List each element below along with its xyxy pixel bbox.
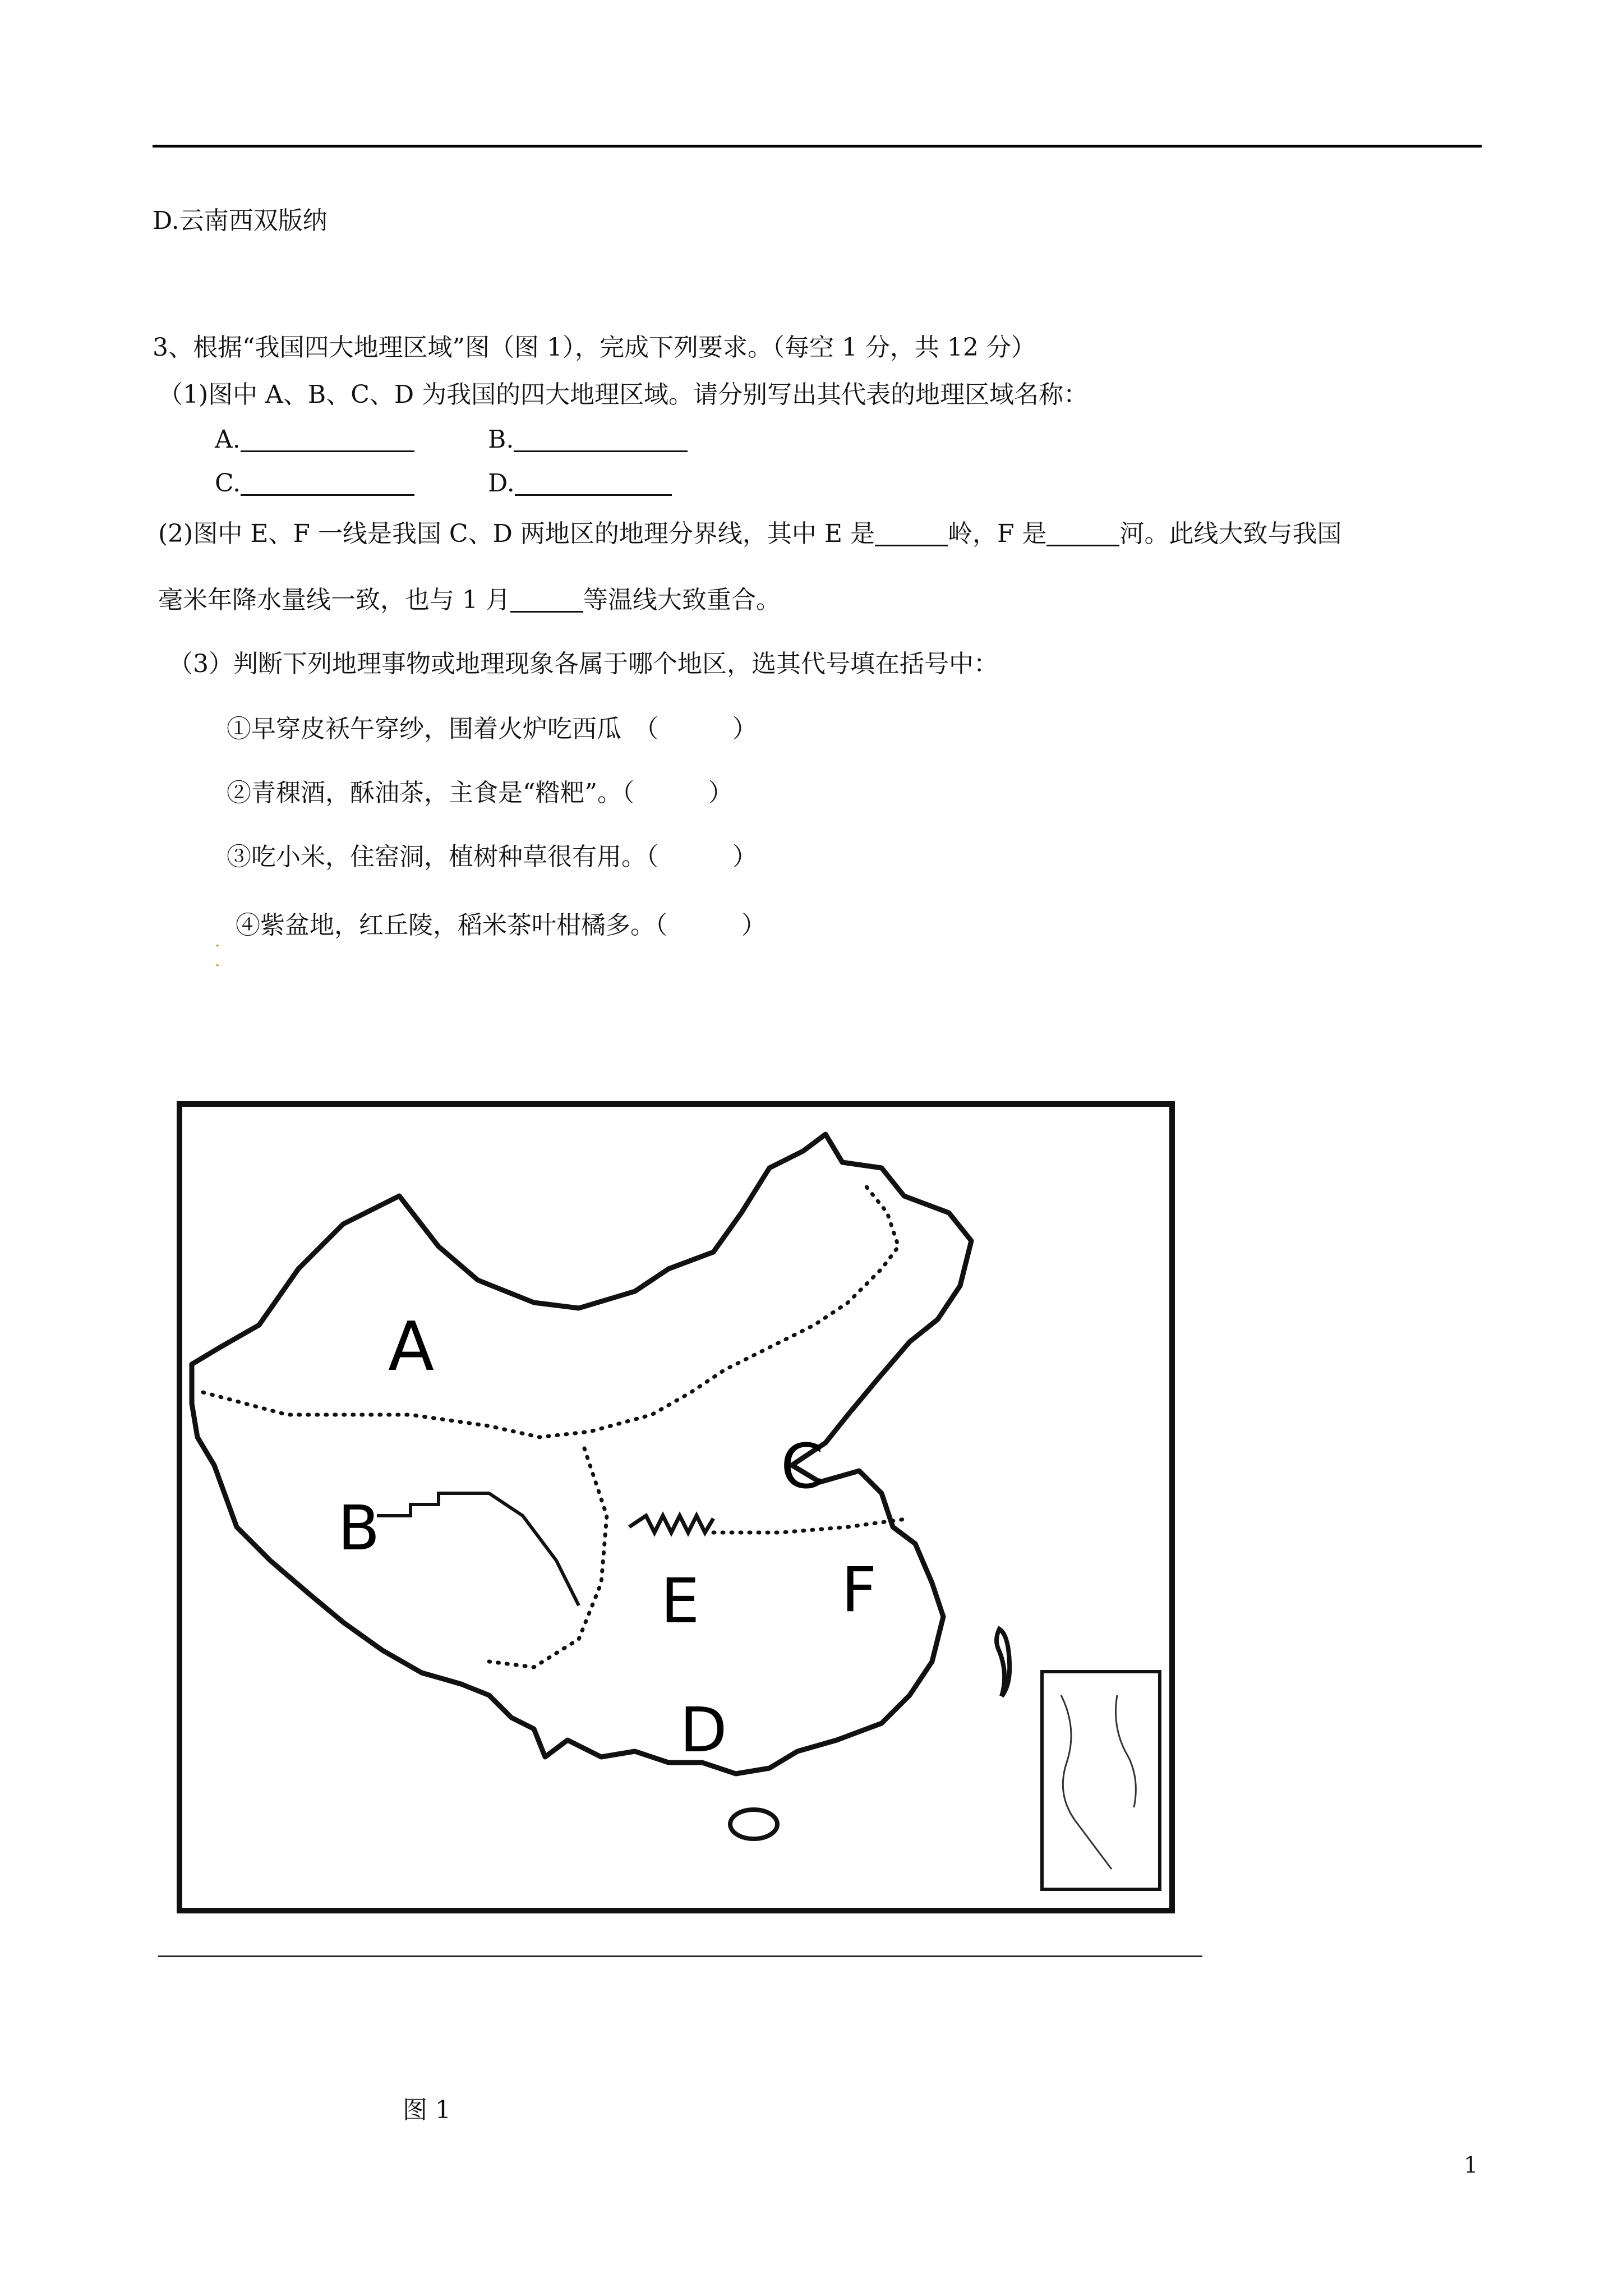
boundary-north [203, 1185, 898, 1437]
huaihe-river [713, 1519, 910, 1533]
answer-b-label: B. [488, 425, 514, 454]
tibet-boundary [377, 1493, 579, 1605]
boundary-west [489, 1448, 607, 1667]
item-3: ③吃小米，住窑洞，植树种草很有用。（ ） [227, 843, 757, 871]
answer-b-blank[interactable] [514, 428, 688, 452]
item-2: ②青稞酒，酥油茶，主食是“糌粑”。（ ） [227, 779, 733, 807]
region-label-f: F [841, 1554, 877, 1626]
part2-text-3: 河。此线大致与我国 [1119, 519, 1342, 548]
question-3-part1: （1)图中 A、B、C、D 为我国的四大地理区域。请分别写出其代表的地理区域名称： [158, 380, 1089, 409]
answer-d-label: D. [488, 469, 515, 498]
item-4: ④紫盆地，红丘陵，稻米茶叶柑橘多。（ ） [236, 911, 766, 940]
region-label-d: D [680, 1694, 727, 1766]
answer-c-label: C. [215, 469, 241, 498]
blank-f[interactable] [1046, 522, 1119, 546]
answer-b-row [488, 427, 688, 452]
option-d: D.云南西双版纳 [153, 206, 328, 235]
page-number: 1 [1464, 2152, 1478, 2178]
region-label-a: A [388, 1308, 435, 1386]
qinling-mountains [629, 1516, 713, 1533]
region-label-c: C [781, 1430, 824, 1502]
blank-temperature[interactable] [510, 588, 583, 613]
figure-rule [158, 1955, 1202, 1957]
map-frame [179, 1104, 1172, 1911]
answer-d-blank[interactable] [515, 472, 672, 496]
answer-c-blank[interactable] [241, 472, 414, 496]
region-label-b: B [338, 1492, 380, 1564]
orange-mark: . . [215, 931, 220, 970]
part2-text-2: 岭，F 是 [947, 519, 1047, 548]
question-3-intro: 3、根据“我国四大地理区域”图（图 1），完成下列要求。（每空 1 分，共 12 分） [153, 333, 1036, 362]
taiwan-island [997, 1629, 1009, 1696]
region-label-e: E [661, 1565, 700, 1637]
header-rule [153, 145, 1482, 148]
blank-e[interactable] [875, 522, 948, 546]
answer-c-row [215, 471, 414, 496]
answer-a-label: A. [215, 425, 241, 454]
question-3-part3: （3）判断下列地理事物或地理现象各属于哪个地区，选其代号填在括号中： [168, 650, 998, 678]
china-outline [192, 1134, 971, 1774]
item-1: ①早穿皮袄午穿纱，围着火炉吃西瓜 （ ） [227, 715, 757, 743]
answer-a-row [215, 427, 414, 452]
answer-d-row [488, 471, 672, 496]
south-china-sea-inset [1042, 1672, 1160, 1889]
china-regions-map [175, 1101, 1180, 1918]
question-3-part2-line1 [158, 519, 1342, 548]
part2-text-1: (2)图中 E、F 一线是我国 C、D 两地区的地理分界线，其中 E 是 [158, 519, 875, 548]
answer-a-blank[interactable] [241, 428, 414, 452]
part2-text-4: 毫米年降水量线一致，也与 1 月 [158, 586, 510, 614]
hainan-island [730, 1810, 777, 1839]
question-3-part2-line2 [158, 588, 781, 613]
part2-text-5: 等温线大致重合。 [583, 586, 781, 614]
figure-caption: 图 1 [403, 2096, 451, 2124]
